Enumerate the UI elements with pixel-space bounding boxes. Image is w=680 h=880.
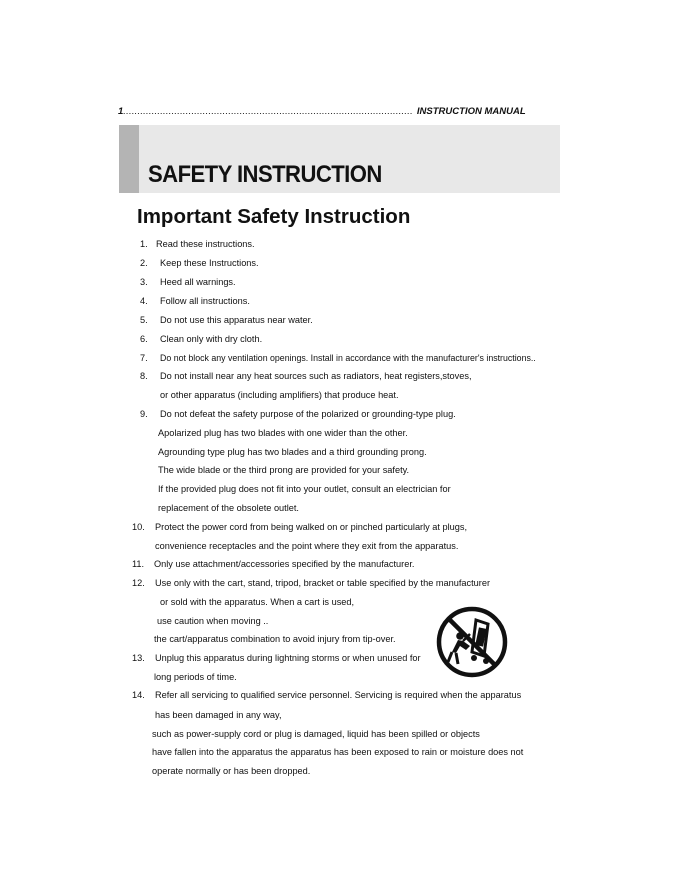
item-text: or sold with the apparatus. When a cart is used, <box>160 597 355 607</box>
page-header <box>118 106 526 120</box>
item-text: Refer all servicing to qualified service personnel. Servicing is required when the apparatus <box>155 690 522 700</box>
item-number: 2. <box>140 258 148 268</box>
header-dots: ...................................................................................................... <box>123 106 413 117</box>
section-title: SAFETY INSTRUCTION <box>148 161 382 188</box>
item-number: 3. <box>140 277 148 287</box>
item-text: The wide blade or the third prong are provided for your safety. <box>158 465 410 475</box>
item-number: 1. <box>140 239 148 249</box>
item-number: 11. <box>132 559 145 569</box>
item-number: 6. <box>140 334 148 344</box>
item-text: has been damaged in any way, <box>155 710 282 720</box>
item-text: Use only with the cart, stand, tripod, bracket or table specified by the manufacturer <box>155 578 491 588</box>
item-text: Do not defeat the safety purpose of the polarized or grounding-type plug. <box>160 409 456 419</box>
item-text: have fallen into the apparatus the apparatus has been exposed to rain or moisture does not <box>152 747 524 757</box>
item-text: Heed all warnings. <box>160 277 236 287</box>
item-number: 4. <box>140 296 148 306</box>
item-text: or other apparatus (including amplifiers) that produce heat. <box>160 390 399 400</box>
header-title: INSTRUCTION MANUAL <box>416 106 526 117</box>
item-text: Apolarized plug has two blades with one wider than the other. <box>158 428 408 438</box>
item-number: 13. <box>132 653 145 663</box>
item-text: Read these instructions. <box>156 239 255 249</box>
item-text: Agrounding type plug has two blades and a third grounding prong. <box>158 447 427 457</box>
item-text: convenience receptacles and the point where they exit from the apparatus. <box>155 541 459 551</box>
item-text: Follow all instructions. <box>160 296 250 306</box>
item-number: 5. <box>140 315 148 325</box>
item-number: 7. <box>140 353 148 363</box>
item-number: 9. <box>140 409 148 419</box>
item-text: use caution when moving .. <box>157 616 269 626</box>
item-number: 14. <box>132 690 145 700</box>
page-subtitle: Important Safety Instruction <box>137 205 411 228</box>
item-text: Keep these Instructions. <box>160 258 259 268</box>
item-text: Clean only with dry cloth. <box>160 334 263 344</box>
item-text: Protect the power cord from being walked on or pinched particularly at plugs, <box>155 522 468 532</box>
item-text: Do not block any ventilation openings. Install in accordance with the manufacturer's instructions.. <box>160 353 536 363</box>
item-text: long periods of time. <box>154 672 237 682</box>
item-number: 12. <box>132 578 145 588</box>
item-text: such as power-supply cord or plug is damaged, liquid has been spilled or objects <box>152 729 480 739</box>
item-text: Do not use this apparatus near water. <box>160 315 313 325</box>
item-number: 8. <box>140 371 148 381</box>
no-cart-tip-over-icon <box>436 606 508 678</box>
item-text: Unplug this apparatus during lightning storms or when unused for <box>155 653 421 663</box>
item-text: If the provided plug does not fit into your outlet, consult an electrician for <box>158 484 451 494</box>
section-banner <box>119 125 560 193</box>
item-text: Only use attachment/accessories specified by the manufacturer. <box>154 559 415 569</box>
item-text: replacement of the obsolete outlet. <box>158 503 299 513</box>
item-number: 10. <box>132 522 145 532</box>
item-text: the cart/apparatus combination to avoid injury from tip-over. <box>154 634 396 644</box>
banner-accent-bar <box>119 125 139 193</box>
item-text: operate normally or has been dropped. <box>152 766 311 776</box>
item-text: Do not install near any heat sources such as radiators, heat registers,stoves, <box>160 371 472 381</box>
page-number: 1 <box>118 106 124 117</box>
